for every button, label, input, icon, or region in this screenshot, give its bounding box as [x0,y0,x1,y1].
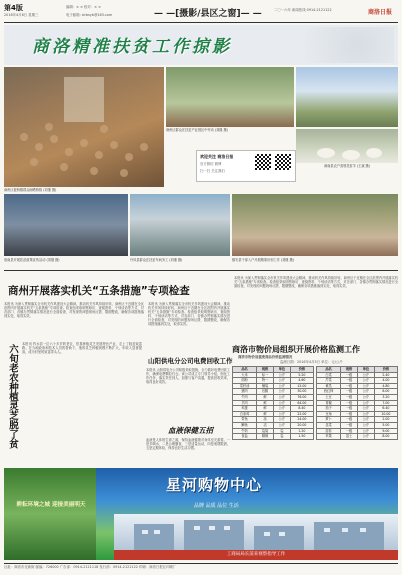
section-title: — —[摄影/县区之窗]— — [154,9,262,19]
article5-body: 本报讯 柞水县一位六十多岁的老农，依靠种植灵芝发展特色产业，走上了脱贫致富路。在当地政府和技术人员的帮助下，他的灵芝种植规模不断扩大，年收入显著提高，成为村里的致富带头人。 [22,342,142,355]
table-cell: 韭菜 [317,422,341,428]
table-cell: 公斤 [357,400,374,406]
table-cell: 白条鸡 [233,411,257,417]
ad-subtitle: 品牌 品质 品位 生活 [194,503,239,509]
header-divider [4,22,398,23]
table-cell: 袋 [273,434,290,440]
table-cell: 公斤 [357,372,374,378]
table-cell: 公斤 [273,378,290,384]
table-cell: 苹果 [317,434,341,440]
table-cell: 一级 [341,406,358,412]
table-cell: 一级 [341,411,358,417]
caption-meeting: 洛南县开展扶贫政策宣传活动 (刘继 摄) [4,258,60,262]
page-header [4,3,398,23]
caption-goats: 商南县农户喜领扶贫羊 (王斌 摄) [324,164,370,168]
table-cell: 公斤 [357,422,374,428]
table-cell: 6.40 [374,406,397,412]
table-cell: 公斤 [273,406,290,412]
table-cell: 芹菜 [317,378,341,384]
table-cell: 公斤 [357,417,374,423]
photo-women-harvest [166,67,294,127]
table-cell: 8.40 [290,406,313,412]
photo-village-visit [232,194,398,256]
table-cell: 30.00 [290,389,313,395]
table-cell: 公斤 [357,406,374,412]
paper-name: 商洛日报 [368,9,393,16]
table-cell: 标一 [257,372,274,378]
editor-line: 编辑：× × 校对：× × [66,5,101,9]
caption-walnuts: 商州区板桥镇群众晾晒核桃 (刘继 摄) [4,188,57,192]
table-cell: 富士 [341,434,358,440]
table-cell: 24.00 [290,417,313,423]
left-col-header: 单位 [273,367,290,373]
caption-harvest: 商州区群众在扶贫产业园区中劳动 (刘继 摄) [166,128,228,132]
table-cell: 公斤 [357,378,374,384]
table-cell: 一级 [341,428,358,434]
right-col-header: 单位 [357,367,374,373]
table-cell: 鲜 [257,406,274,412]
table-cell: 鲜 [257,400,274,406]
table-cell: 2.00 [374,417,397,423]
table-cell: 1.50 [290,434,313,440]
table-cell: 公斤 [273,383,290,389]
phone-line: 二〇一六年 新闻热线 0914-2121122 [274,8,332,12]
qr-code-icon-2[interactable] [275,154,291,170]
table-cell: 2.40 [374,372,397,378]
table-cell: 9.00 [374,428,397,434]
table-cell: 带鱼 [233,417,257,423]
table-cell: 一级 [341,372,358,378]
table-cell: 3.20 [374,394,397,400]
photo-banner [4,25,398,65]
qr-text-2: 官方微信 微博 [200,162,222,166]
table-cell: 64.00 [290,400,313,406]
table-cell: 土豆 [317,394,341,400]
article3-headline: 山阳供电分公司电费回收工作 [148,357,233,365]
table-cell: 公斤 [357,383,374,389]
table-row [233,434,314,440]
table-cell: 公斤 [273,411,290,417]
table-cell: 鲜 [257,411,274,417]
qr-code-icon[interactable] [255,154,271,170]
banner-title: 商洛精准扶贫工作掠影 [32,37,232,57]
table-cell: 一级 [341,394,358,400]
table-cell: 5.00 [374,422,397,428]
ad-slogan: 耕耘环境之城 迎接美丽明天 [16,502,86,508]
article5-headline: 六旬老农种植灵芝脱了贫 [7,344,18,449]
banner-decor [304,27,394,63]
article4-headline: 血液保健五招 [168,426,213,435]
table-cell: 公斤 [273,372,290,378]
issue-date: 2016年4月6日 星期三 [4,13,39,17]
ad-left-panel [4,468,96,560]
table-cell: 22.00 [290,411,313,417]
table-cell: 公斤 [357,428,374,434]
table-cell: 15.00 [290,383,313,389]
ad-building-shape [114,514,398,550]
table-cell: 一级 [341,417,358,423]
caption-village: 镇安县干部入户开展精准识别工作 (刘继 摄) [232,258,294,262]
table-cell: 一级 [341,383,358,389]
table-cell: 牛肉 [233,394,257,400]
table-cell: 公斤 [273,389,290,395]
table-cell: 茄子 [317,406,341,412]
article4-body: 血液是人体的生命之源，保持血液健康对身体至关重要。一是多喝水，二是合理膳食，三是适量运动，四是戒烟限酒，五是定期体检，保持良好生活习惯。 [146,438,230,451]
table-cell: 羊肉 [233,400,257,406]
photo-goats [296,129,398,163]
table-cell: 鲜 [257,394,274,400]
table-cell: 公斤 [273,394,290,400]
ad-title: 星河购物中心 [166,476,263,494]
walnut-texture [4,67,164,187]
table-cell: 4.60 [290,378,313,384]
email-line: 电子邮箱: slrbsyb@163.com [66,13,113,17]
table-cell: 5.20 [290,372,313,378]
left-col-header: 品名 [233,367,257,373]
photo-meeting [4,194,128,256]
article1-headline: 商州开展落实机关“五条措施”专项检查 [8,285,190,297]
table-cell: 一级 [341,378,358,384]
table-cell: 公斤 [357,394,374,400]
table-cell: 蒜苔 [317,428,341,434]
table-row [317,434,398,440]
table-cell: 公斤 [273,422,290,428]
table-cell: 牛奶 [233,428,257,434]
table-cell: 一级 [341,389,358,395]
table-cell: 20.00 [290,422,313,428]
qr-block [196,150,296,182]
article3-body: 本报讯 山阳供电分公司积极采取措施，全力做好电费回收工作，确保电费颗粒归仓。该公司成立专门领导小组，细化工作任务，落实责任到人，加强与客户沟通，提高回收效率，取得良好成效。 [146,368,230,385]
table-cell: 黄瓜 [317,383,341,389]
price-table-left [232,366,314,440]
caption-workshop: 丹凤县群众在扶贫车间务工 (刘继 摄) [130,258,183,262]
price-table-date: 监测日期：2016年4月5日 单位：元/公斤 [280,360,343,364]
left-col-header: 规格 [257,367,274,373]
table-cell: 特一 [257,378,274,384]
table-cell: 4.80 [374,383,397,389]
photo-workshop [130,194,230,256]
table-cell: 青椒 [317,400,341,406]
table-cell: 公斤 [357,389,374,395]
article1-body-col2: 本报讯 为深入贯彻落实全市机关作风建设大会精神，推动机关作风持续好转，商州区于近期在全区范围内开展落实机关“五条措施”专项检查。检查组采取明察暗访、查阅资料、个别谈话等方式，对各部门、各镇办贯彻落实情况进行全面检查，对发现的问题现场反馈、限期整改，确保各项措施落到实处，取得实效。 [148,302,230,327]
table-cell: 萝卜 [317,417,341,423]
article1-body-col3: 本报讯 为深入贯彻落实全市机关作风建设大会精神，推动机关作风持续好转，商州区于近期在全区范围内开展落实机关“五条措施”专项检查。检查组采取明察暗访、查阅资料、个别谈话等方式，对各部门、各镇办贯彻落实情况进行全面检查，对发现的问题现场反馈、限期整改，确保各项措施落到实处，取得实效。 [234,276,398,289]
table-cell: 76.00 [290,394,313,400]
table-cell: 大米 [233,372,257,378]
qr-text-1: 欢迎关注 商洛日报 [200,154,234,159]
table-cell: 食盐 [233,434,257,440]
table-cell: 精制 [257,434,274,440]
table-cell: 公斤 [273,400,290,406]
page-number: 第4版 [4,4,23,12]
table-cell: 4.00 [374,378,397,384]
table-cell: 公斤 [273,417,290,423]
photo-fields [296,67,398,127]
table-cell: 公斤 [357,434,374,440]
table-cell: 桶装 [257,383,274,389]
qr-text-3: 扫一扫 关注我们 [200,169,225,173]
table-cell: 后腿 [257,389,274,395]
ad-building [114,514,398,550]
table-cell: 6.00 [374,389,397,395]
table-cell: 袋装 [257,428,274,434]
right-col-header: 规格 [341,367,358,373]
table-cell: 冻 [257,417,274,423]
table-cell: 白菜 [317,372,341,378]
photo-section-divider [4,270,398,271]
price-table-title: 商洛市物价局重要商品价格监测情况 [238,355,293,359]
table-cell: 8.00 [374,434,397,440]
table-cell: 一级 [341,422,358,428]
table-cell: 1.20 [290,428,313,434]
ad-banner[interactable] [4,468,398,560]
table-cell: 公斤 [357,411,374,417]
photo-walnuts [4,67,164,187]
price-table-headline: 商洛市物价局组织开展价格监测工作 [232,345,360,354]
right-col-header: 价格 [374,367,397,373]
left-col-header: 价格 [290,367,313,373]
table-cell: 鸡蛋 [233,406,257,412]
footer-divider [4,563,398,564]
table-cell: 西红柿 [317,389,341,395]
table-cell: 袋 [273,428,290,434]
table-cell: 鲫鱼 [233,422,257,428]
table-cell: 猪肉 [233,389,257,395]
table-cell: 菜籽油 [233,383,257,389]
table-cell: 活 [257,422,274,428]
ad-footer-strip: 工商局局长前来视察指导工作 [114,550,398,560]
table-cell: 10.00 [374,411,397,417]
article1-body: 本报讯 为深入贯彻落实全市机关作风建设大会精神，推动机关作风持续好转，商州区于近期在全区范围内开展落实机关“五条措施”专项检查。检查组采取明察暗访、查阅资料、个别谈话等方式，对各部门、各镇办贯彻落实情况进行全面检查，对发现的问题现场反馈、限期整改，确保各项措施落到实处，取得实效。 [4,302,144,319]
footer-info: 社址：商洛市北新街 邮编：726000 广告部：0914-2121118 发行部：0914-2121122 印刷：商洛日报社印刷厂 [4,565,177,569]
table-cell: 7.00 [374,400,397,406]
goat-shapes [296,129,398,163]
price-table-right [316,366,398,440]
table-cell: 豆角 [317,411,341,417]
table-cell: 一级 [341,400,358,406]
right-col-header: 品名 [317,367,341,373]
table-cell: 面粉 [233,378,257,384]
